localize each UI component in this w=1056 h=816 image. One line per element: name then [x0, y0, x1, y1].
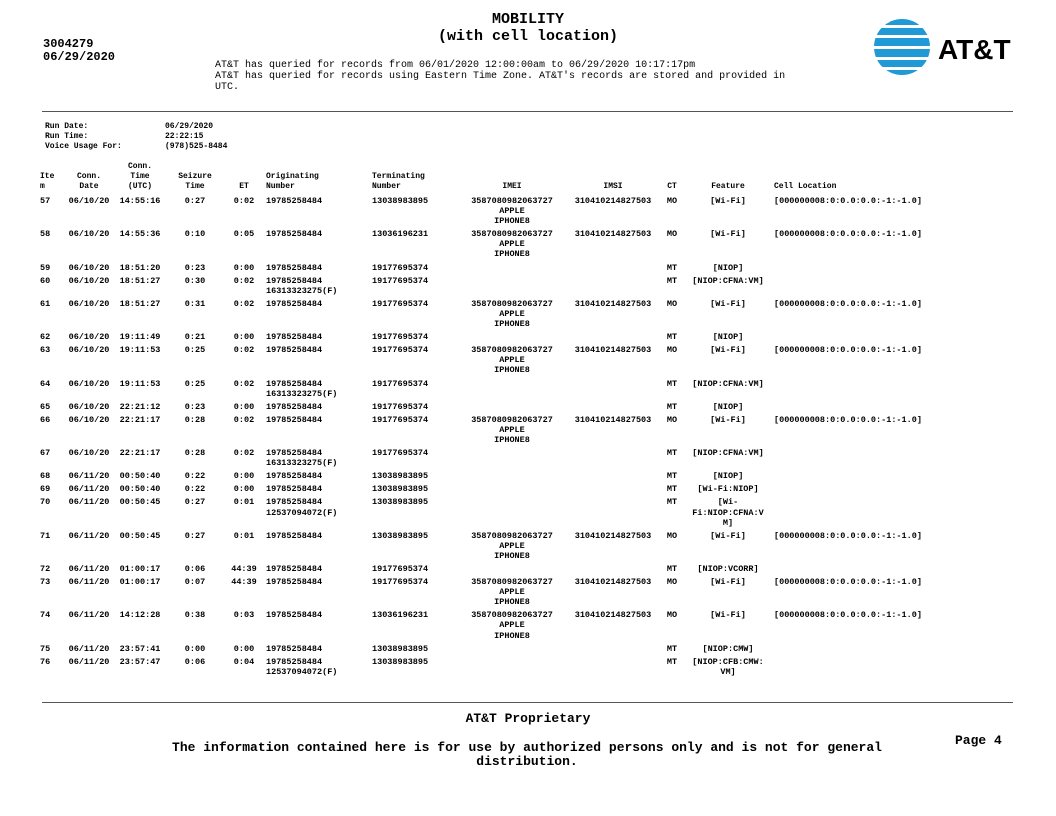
cell-conn-time: 23:57:47: [119, 656, 161, 667]
cell-imsi: 310410214827503: [574, 610, 652, 621]
header-seizure-time: Seizure Time: [178, 172, 212, 191]
cell-originating-number: 19785258484 16313323275(F): [266, 448, 338, 469]
cell-cell-location: [774, 657, 960, 680]
distribution-notice: The information contained here is for use by authorized persons only and is not for general distribution.: [172, 740, 882, 769]
cell-terminating-number: 19177695374: [372, 564, 429, 574]
cell-imei: 3587080982063727 APPLE IPHONE8: [471, 345, 553, 376]
cell-conn-time: 19:11:49: [119, 332, 161, 343]
header-item: Ite m: [40, 172, 55, 191]
cell-originating-number: 19785258484: [266, 229, 323, 240]
cell-terminating-number: 19177695374: [372, 577, 429, 588]
cell-terminating-number: 19177695374: [372, 332, 429, 343]
cell-feature: [Wi-Fi]: [710, 414, 746, 425]
cell-et: 0:02: [233, 448, 255, 459]
cell-conn-date: 06/10/20: [68, 414, 110, 425]
header-conn-date: Conn. Date: [76, 172, 101, 191]
cell-cell-location: [000000008:0:0.0:0.0:-1:-1.0]: [774, 229, 922, 240]
cell-conn-time: 00:50:40: [119, 484, 161, 495]
cell-et: 0:02: [233, 345, 255, 356]
cell-terminating-number: 19177695374: [372, 378, 429, 389]
table-row: [40, 415, 960, 448]
cell-item: 69: [40, 484, 51, 495]
cell-conn-time: 14:55:16: [119, 196, 161, 206]
cell-conn-date: 06/10/20: [68, 378, 110, 389]
cell-ct: MT: [666, 401, 678, 412]
cell-item: 67: [40, 448, 51, 459]
cell-cell-location: [000000008:0:0.0:0.0:-1:-1.0]: [774, 345, 922, 356]
cell-imei: [460, 448, 564, 471]
att-logo: [870, 16, 1015, 78]
query-line: UTC.: [215, 82, 240, 93]
cell-feature: [NIOP:CMW]: [702, 643, 754, 654]
cell-seizure-time: 0:27: [184, 497, 206, 508]
table-row: [40, 299, 960, 332]
cell-item: 68: [40, 471, 51, 482]
cell-cell-location: [000000008:0:0.0:0.0:-1:-1.0]: [774, 610, 922, 621]
cell-item: 60: [40, 275, 51, 286]
svg-text:AT&T: AT&T: [938, 34, 1011, 65]
cell-conn-date: 06/11/20: [68, 656, 110, 667]
cell-et: 0:01: [233, 530, 255, 541]
cell-imsi: [564, 263, 662, 276]
cell-seizure-time: 0:25: [184, 378, 206, 389]
run-time: 22:22:15: [165, 132, 204, 141]
cell-conn-time: 22:21:17: [119, 414, 161, 425]
cell-feature: [Wi-Fi]: [710, 577, 746, 588]
cell-ct: MO: [666, 196, 678, 206]
cell-item: 76: [40, 656, 51, 667]
cell-imei: [460, 263, 564, 276]
cell-cell-location: [774, 263, 960, 276]
cell-conn-time: 00:50:40: [119, 471, 161, 482]
cell-ct: MO: [666, 577, 678, 588]
cell-conn-date: 06/10/20: [68, 196, 110, 206]
cell-imei: 3587080982063727 APPLE IPHONE8: [471, 414, 553, 445]
table-row: [40, 448, 960, 471]
cell-terminating-number: 19177695374: [372, 298, 429, 309]
report-subtitle: (with cell location): [437, 28, 619, 45]
cell-conn-date: 06/11/20: [68, 577, 110, 588]
cell-conn-time: 01:00:17: [119, 577, 161, 588]
cell-conn-date: 06/11/20: [68, 484, 110, 495]
cell-imei: 3587080982063727 APPLE IPHONE8: [471, 530, 553, 561]
cell-ct: MT: [666, 564, 678, 574]
cell-conn-time: 18:51:27: [119, 298, 161, 309]
header-et: ET: [239, 182, 249, 191]
cell-seizure-time: 0:07: [184, 577, 206, 588]
cell-ct: MO: [666, 414, 678, 425]
cell-item: 57: [40, 196, 51, 206]
cell-imsi: [564, 657, 662, 680]
cell-conn-time: 23:57:41: [119, 643, 161, 654]
cell-imei: 3587080982063727 APPLE IPHONE8: [471, 196, 553, 227]
table-row: [40, 263, 960, 276]
cell-et: 0:00: [233, 484, 255, 495]
cell-imei: [460, 276, 564, 299]
cell-feature: [NIOP:CFB:CMW: VM]: [692, 656, 764, 677]
cell-cell-location: [774, 644, 960, 657]
cell-seizure-time: 0:22: [184, 471, 206, 482]
cell-seizure-time: 0:10: [184, 229, 206, 240]
cell-conn-date: 06/11/20: [68, 530, 110, 541]
cell-conn-date: 06/10/20: [68, 448, 110, 459]
cell-cell-location: [000000008:0:0.0:0.0:-1:-1.0]: [774, 298, 922, 309]
cell-terminating-number: 19177695374: [372, 448, 429, 459]
cell-feature: [NIOP:CFNA:VM]: [692, 448, 764, 459]
cell-originating-number: 19785258484: [266, 471, 323, 482]
cell-conn-date: 06/10/20: [68, 332, 110, 343]
header-terminating-number: Terminating Number: [372, 172, 425, 191]
cell-feature: [Wi-Fi]: [710, 345, 746, 356]
cell-originating-number: 19785258484: [266, 401, 323, 412]
cell-seizure-time: 0:30: [184, 275, 206, 286]
cell-et: 0:05: [233, 229, 255, 240]
cell-seizure-time: 0:00: [184, 643, 206, 654]
account-id: 3004279: [43, 37, 94, 51]
cell-ct: MT: [666, 275, 678, 286]
cell-seizure-time: 0:22: [184, 484, 206, 495]
cell-conn-date: 06/10/20: [68, 298, 110, 309]
cell-cell-location: [774, 332, 960, 345]
cell-item: 75: [40, 643, 51, 654]
table-row: [40, 497, 960, 530]
cell-ct: MO: [666, 229, 678, 240]
cell-feature: [Wi-Fi:NIOP]: [697, 484, 759, 495]
cell-seizure-time: 0:28: [184, 448, 206, 459]
cell-cell-location: [000000008:0:0.0:0.0:-1:-1.0]: [774, 577, 922, 588]
cell-originating-number: 19785258484: [266, 298, 323, 309]
cell-terminating-number: 13038983895: [372, 643, 429, 654]
cell-terminating-number: 13038983895: [372, 656, 429, 667]
cell-conn-date: 06/10/20: [68, 229, 110, 240]
cell-cell-location: [000000008:0:0.0:0.0:-1:-1.0]: [774, 414, 922, 425]
cell-et: 0:02: [233, 414, 255, 425]
cell-imei: [460, 657, 564, 680]
cell-feature: [NIOP:CFNA:VM]: [692, 378, 764, 389]
cell-ct: MT: [666, 643, 678, 654]
usage-label: Voice Usage For:: [45, 142, 122, 151]
cell-conn-time: 00:50:45: [119, 497, 161, 508]
cell-conn-date: 06/11/20: [68, 471, 110, 482]
cell-conn-time: 01:00:17: [119, 564, 161, 574]
header-divider: [42, 111, 1013, 112]
cell-et: 0:00: [233, 332, 255, 343]
table-row: [40, 471, 960, 484]
cell-terminating-number: 19177695374: [372, 275, 429, 286]
cell-feature: [NIOP]: [712, 401, 744, 412]
cell-feature: [Wi-Fi]: [710, 196, 746, 206]
cell-terminating-number: 19177695374: [372, 401, 429, 412]
cell-feature: [Wi-Fi]: [710, 530, 746, 541]
run-date-label: Run Date:: [45, 122, 89, 131]
run-date: 06/29/2020: [165, 122, 214, 131]
cell-feature: [Wi-Fi]: [710, 610, 746, 621]
cell-cell-location: [774, 497, 960, 530]
cell-cell-location: [774, 379, 960, 402]
cell-conn-time: 18:51:20: [119, 262, 161, 273]
cell-imsi: [564, 379, 662, 402]
cell-imsi: [564, 471, 662, 484]
cell-imei: [460, 564, 564, 577]
cell-originating-number: 19785258484 12537094072(F): [266, 656, 338, 677]
cell-imei: [460, 484, 564, 497]
cell-cell-location: [774, 564, 960, 577]
cell-imei: [460, 497, 564, 530]
cell-imei: [460, 402, 564, 415]
cell-seizure-time: 0:06: [184, 656, 206, 667]
call-records-table: [40, 162, 960, 680]
cell-conn-time: 00:50:45: [119, 530, 161, 541]
cell-seizure-time: 0:23: [184, 401, 206, 412]
table-header-row: [40, 162, 960, 196]
cell-terminating-number: 13038983895: [372, 530, 429, 541]
cell-terminating-number: 19177695374: [372, 345, 429, 356]
query-description: [215, 60, 855, 93]
cell-ct: MO: [666, 530, 678, 541]
cell-et: 0:02: [233, 298, 255, 309]
cell-imsi: [564, 644, 662, 657]
cell-imei: [460, 471, 564, 484]
cell-conn-date: 06/10/20: [68, 345, 110, 356]
header-originating-number: Originating Number: [266, 172, 319, 191]
report-date: 06/29/2020: [43, 50, 116, 64]
cell-cell-location: [774, 448, 960, 471]
cell-ct: MT: [666, 471, 678, 482]
cell-seizure-time: 0:25: [184, 345, 206, 356]
cell-ct: MO: [666, 298, 678, 309]
header-imsi: IMSI: [603, 182, 623, 191]
cell-item: 65: [40, 401, 51, 412]
cell-imei: 3587080982063727 APPLE IPHONE8: [471, 610, 553, 641]
cell-ct: MO: [666, 345, 678, 356]
cell-seizure-time: 0:23: [184, 262, 206, 273]
cell-terminating-number: 19177695374: [372, 414, 429, 425]
cell-feature: [NIOP]: [712, 471, 744, 482]
cell-seizure-time: 0:27: [184, 530, 206, 541]
cell-item: 62: [40, 332, 51, 343]
cell-imsi: [564, 564, 662, 577]
cell-imei: [460, 644, 564, 657]
cell-imsi: 310410214827503: [574, 530, 652, 541]
cell-terminating-number: 13038983895: [372, 484, 429, 495]
cell-conn-time: 22:21:17: [119, 448, 161, 459]
cell-item: 61: [40, 298, 51, 309]
cell-conn-date: 06/11/20: [68, 564, 110, 574]
usage-number: (978)525-8484: [165, 142, 228, 151]
cell-terminating-number: 13036196231: [372, 610, 429, 621]
table-row: [40, 402, 960, 415]
cell-imsi: [564, 402, 662, 415]
cell-terminating-number: 13036196231: [372, 229, 429, 240]
cell-conn-time: 22:21:12: [119, 401, 161, 412]
cell-seizure-time: 0:38: [184, 610, 206, 621]
cell-conn-date: 06/11/20: [68, 610, 110, 621]
cell-imsi: [564, 448, 662, 471]
cell-imsi: 310410214827503: [574, 414, 652, 425]
cell-seizure-time: 0:31: [184, 298, 206, 309]
cell-conn-time: 14:12:28: [119, 610, 161, 621]
run-time-label: Run Time:: [45, 132, 89, 141]
cell-imsi: 310410214827503: [574, 196, 652, 206]
cell-ct: MT: [666, 656, 678, 667]
cell-item: 63: [40, 345, 51, 356]
cell-et: 44:39: [231, 564, 257, 574]
cell-seizure-time: 0:06: [184, 564, 206, 574]
query-line: AT&T has queried for records from 06/01/2020 12:00:00am to 06/29/2020 10:17:17pm: [215, 60, 696, 71]
table-row: [40, 196, 960, 229]
cell-cell-location: [774, 484, 960, 497]
cell-cell-location: [000000008:0:0.0:0.0:-1:-1.0]: [774, 196, 922, 206]
cell-item: 58: [40, 229, 51, 240]
cell-conn-date: 06/11/20: [68, 497, 110, 508]
table-row: [40, 564, 960, 577]
cell-imsi: 310410214827503: [574, 229, 652, 240]
report-title: MOBILITY: [491, 11, 564, 28]
proprietary-label: AT&T Proprietary: [465, 711, 591, 726]
cell-imsi: 310410214827503: [574, 345, 652, 356]
cell-originating-number: 19785258484: [266, 484, 323, 495]
cell-seizure-time: 0:27: [184, 196, 206, 206]
cell-ct: MT: [666, 497, 678, 508]
header-feature: Feature: [711, 182, 745, 191]
table-row: [40, 577, 960, 610]
cell-et: 0:02: [233, 378, 255, 389]
cell-et: 0:02: [233, 196, 255, 206]
cell-ct: MT: [666, 332, 678, 343]
cell-cell-location: [774, 276, 960, 299]
cell-ct: MT: [666, 448, 678, 459]
cell-et: 0:00: [233, 643, 255, 654]
cell-feature: [NIOP]: [712, 262, 744, 273]
cell-cell-location: [774, 471, 960, 484]
cell-imei: 3587080982063727 APPLE IPHONE8: [471, 229, 553, 260]
cell-imei: [460, 379, 564, 402]
cell-originating-number: 19785258484: [266, 643, 323, 654]
cell-cell-location: [000000008:0:0.0:0.0:-1:-1.0]: [774, 530, 922, 541]
cell-terminating-number: 13038983895: [372, 497, 429, 508]
cell-ct: MO: [666, 610, 678, 621]
cell-item: 59: [40, 262, 51, 273]
cell-item: 70: [40, 497, 51, 508]
cell-conn-date: 06/10/20: [68, 275, 110, 286]
table-row: [40, 531, 960, 564]
table-row: [40, 644, 960, 657]
cell-cell-location: [774, 402, 960, 415]
cell-originating-number: 19785258484: [266, 262, 323, 273]
cell-feature: [Wi- Fi:NIOP:CFNA:V M]: [692, 497, 764, 528]
cell-et: 0:01: [233, 497, 255, 508]
cell-terminating-number: 13038983895: [372, 196, 429, 206]
cell-ct: MT: [666, 262, 678, 273]
cell-originating-number: 19785258484: [266, 332, 323, 343]
table-row: [40, 229, 960, 262]
cell-conn-time: 18:51:27: [119, 275, 161, 286]
cell-imsi: 310410214827503: [574, 577, 652, 588]
table-row: [40, 345, 960, 378]
cell-imsi: 310410214827503: [574, 298, 652, 309]
cell-et: 0:00: [233, 262, 255, 273]
table-row: [40, 379, 960, 402]
cell-imei: 3587080982063727 APPLE IPHONE8: [471, 298, 553, 330]
cell-et: 0:02: [233, 275, 255, 286]
header-cell-location: Cell Location: [774, 182, 837, 191]
cell-et: 0:00: [233, 471, 255, 482]
cell-ct: MT: [666, 484, 678, 495]
cell-et: 0:00: [233, 401, 255, 412]
cell-conn-date: 06/10/20: [68, 262, 110, 273]
table-row: [40, 610, 960, 643]
footer-divider: [42, 702, 1013, 703]
table-row: [40, 484, 960, 497]
cell-seizure-time: 0:21: [184, 332, 206, 343]
globe-icon: [870, 16, 934, 78]
table-row: [40, 276, 960, 299]
cell-conn-time: 19:11:53: [119, 345, 161, 356]
page-number: Page 4: [955, 733, 1002, 748]
cell-originating-number: 19785258484 16313323275(F): [266, 275, 338, 296]
table-row: [40, 332, 960, 345]
header-imei: IMEI: [502, 182, 522, 191]
cell-seizure-time: 0:28: [184, 414, 206, 425]
cell-feature: [NIOP]: [712, 332, 744, 343]
cell-feature: [Wi-Fi]: [710, 298, 746, 309]
cell-ct: MT: [666, 378, 678, 389]
cell-originating-number: 19785258484: [266, 345, 323, 356]
cell-item: 74: [40, 610, 51, 621]
cell-originating-number: 19785258484: [266, 564, 323, 574]
cell-originating-number: 19785258484: [266, 577, 323, 588]
table-body: [40, 196, 960, 680]
cell-item: 71: [40, 530, 51, 541]
cell-item: 64: [40, 378, 51, 389]
header-conn-time: Conn. Time (UTC): [127, 162, 152, 191]
cell-conn-date: 06/10/20: [68, 401, 110, 412]
cell-et: 0:04: [233, 656, 255, 667]
cell-imsi: [564, 497, 662, 530]
cell-terminating-number: 19177695374: [372, 262, 429, 273]
table-row: [40, 657, 960, 680]
cell-conn-date: 06/11/20: [68, 643, 110, 654]
cell-imsi: [564, 484, 662, 497]
cell-imei: 3587080982063727 APPLE IPHONE8: [471, 577, 553, 608]
cell-originating-number: 19785258484: [266, 414, 323, 425]
cell-originating-number: 19785258484: [266, 530, 323, 541]
cell-conn-time: 19:11:53: [119, 378, 161, 389]
query-line: AT&T has queried for records using Eastern Time Zone. AT&T's records are stored and provided in: [215, 71, 786, 82]
header-ct: CT: [667, 182, 677, 191]
cell-originating-number: 19785258484: [266, 610, 323, 621]
cell-item: 73: [40, 577, 51, 588]
cell-imei: [460, 332, 564, 345]
cell-feature: [NIOP:VCORR]: [697, 564, 759, 574]
cell-et: 44:39: [231, 577, 257, 588]
run-info: [45, 122, 227, 152]
cell-imsi: [564, 332, 662, 345]
cell-conn-time: 14:55:36: [119, 229, 161, 240]
cell-originating-number: 19785258484 16313323275(F): [266, 378, 338, 399]
cell-feature: [Wi-Fi]: [710, 229, 746, 240]
cell-feature: [NIOP:CFNA:VM]: [692, 275, 764, 286]
cell-terminating-number: 13038983895: [372, 471, 429, 482]
cell-imsi: [564, 276, 662, 299]
cell-originating-number: 19785258484: [266, 196, 323, 206]
cell-originating-number: 19785258484 12537094072(F): [266, 497, 338, 518]
cell-item: 66: [40, 414, 51, 425]
cell-et: 0:03: [233, 610, 255, 621]
cell-item: 72: [40, 564, 51, 574]
